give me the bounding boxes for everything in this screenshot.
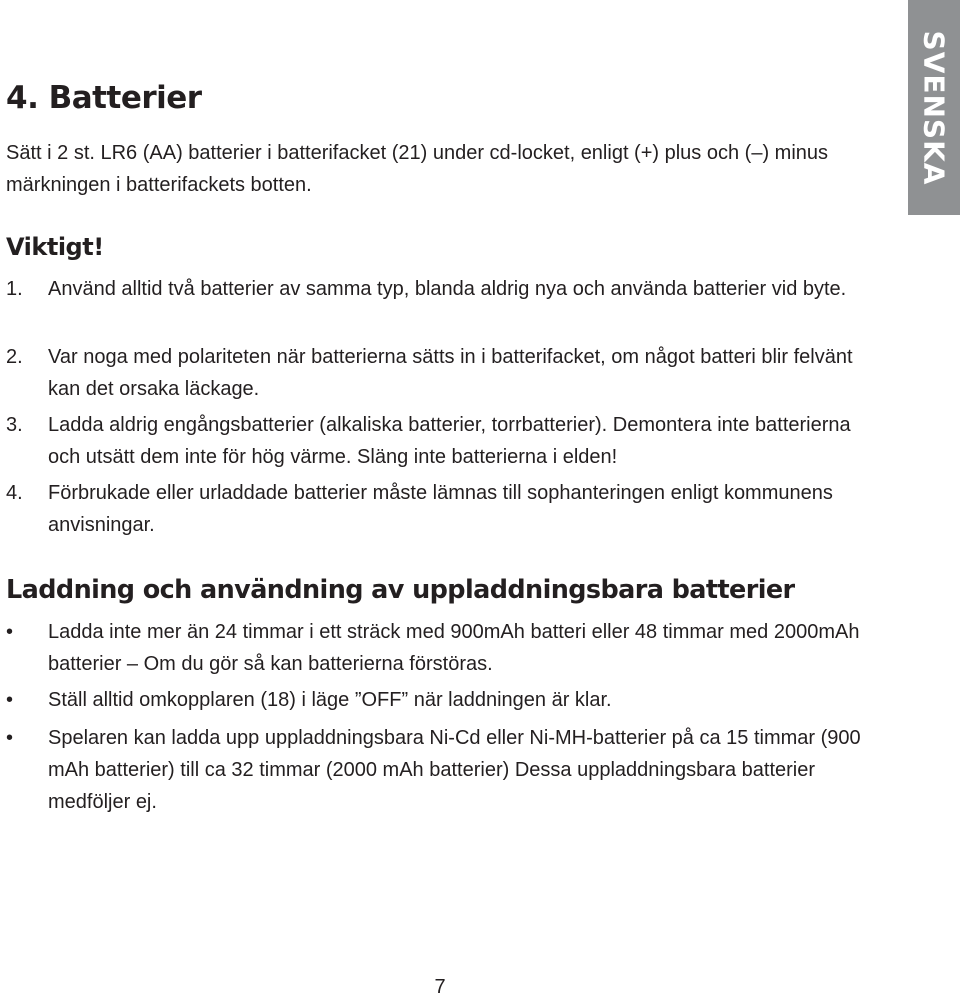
list-item-text: Ladda inte mer än 24 timmar i ett sträck med 900mAh batteri eller 48 timmar med 2000mAh batterier – Om du gör så kan batterierna förstöras. (48, 621, 860, 675)
list-item (6, 409, 886, 473)
bullet-icon: • (6, 621, 14, 643)
list-item-number: 4. (6, 482, 23, 504)
list-item-text: Ladda aldrig engångsbatterier (alkaliska batterier, torrbatterier). Demontera inte batterierna och utsätt dem inte för hög värme. Släng inte batterierna i elden! (48, 414, 851, 468)
list-item (6, 273, 886, 305)
list-item (6, 341, 886, 405)
intro-paragraph: Sätt i 2 st. LR6 (AA) batterier i batterifacket (21) under cd-locket, enligt (+) plus och (–) minus märkningen i batterifackets botten. (6, 142, 829, 196)
list-item (6, 616, 886, 680)
list-item-text: Var noga med polariteten när batterierna sätts in i batterifacket, om något batteri blir felvänt kan det orsaka läckage. (48, 346, 853, 400)
bullet-icon: • (6, 727, 14, 749)
list-item-number: 3. (6, 414, 23, 436)
list-item (6, 477, 886, 541)
list-item-text: Använd alltid två batterier av samma typ, blanda aldrig nya och använda batterier vid byte. (48, 278, 847, 300)
page-number: 7 (434, 976, 446, 998)
language-tab (908, 0, 960, 215)
list-item-text: Spelaren kan ladda upp uppladdningsbara Ni-Cd eller Ni-MH-batterier på ca 15 timmar (900 mAh batterier) till ca 32 timmar (2000 mAh batterier) Dessa uppladdningsbara batterier medföljer ej. (48, 727, 861, 813)
charging-heading: Laddning och användning av uppladdningsbara batterier (6, 575, 795, 605)
list-item-text: Förbrukade eller urladdade batterier måste lämnas till sophanteringen enligt kommunens anvisningar. (48, 482, 833, 536)
language-tab-label: SVENSKA (917, 30, 951, 186)
section-title-batterier: 4. Batterier (6, 80, 202, 116)
list-item-text: Ställ alltid omkopplaren (18) i läge ”OFF” när laddningen är klar. (48, 689, 612, 711)
list-item (6, 684, 886, 716)
bullet-icon: • (6, 689, 14, 711)
list-item-number: 1. (6, 278, 23, 300)
list-item (6, 722, 886, 818)
important-heading: Viktigt! (6, 233, 104, 261)
list-item-number: 2. (6, 346, 23, 368)
